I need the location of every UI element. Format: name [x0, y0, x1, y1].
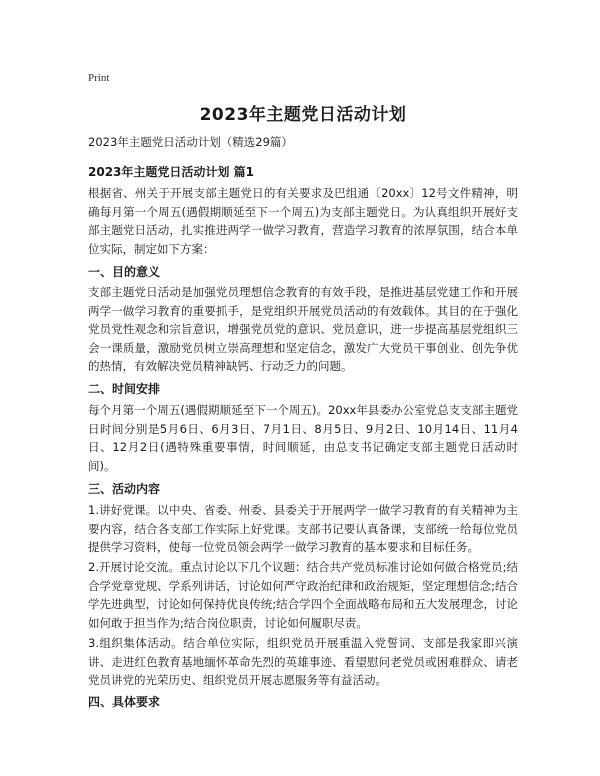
paragraph-activity-lecture: 1.讲好党课。以中央、省委、州委、县委关于开展两学一做学习教育的有关精神为主要内容，结合各支部工作实际上好党课。支部书记要认真备课，支部统一给每位党员提供学习资料，使每一位党员领会两学一做学习教育的基本要求和目标任务。: [88, 503, 518, 554]
document-subtitle: 2023年主题党日活动计划（精选29篇）: [88, 135, 293, 149]
paragraph-purpose: 支部主题党日活动是加强党员理想信念教育的有效手段，是推进基层党建工作和开展两学一做学习教育的重要抓手，是党组织开展党员活动的有效载体。其目的在于强化党员党性观念和宗旨意识，增强党员党的意识、党员意识，进一步提高基层党组织三会一课质量，激励党员树立崇高理想和坚定信念，激发广大党员干事创业、创先争优的热情，有效解决党员精神缺钙、行动乏力的问题。: [88, 285, 518, 373]
document-title: 2023年主题党日活动计划: [199, 105, 407, 125]
paragraph-schedule: 每个月第一个周五(遇假期顺延至下一个周五)。20xx年县委办公室党总支支部主题党日时间分别是5月6日、6月3日、7月1日、8月5日、9月2日、10月14日、11月4日、12月2日(遇特殊重要事情，时间顺延，由总支书记确定支部主题党日活动时间)。: [88, 403, 518, 473]
paragraph-activity-group: 3.组织集体活动。结合单位实际，组织党员开展重温入党誓词、支部是我家即兴演讲、走进红色教育基地缅怀革命先烈的英雄事迹、看望慰问老党员或困难群众、请老党员讲党的光荣历史、组织党员开展志愿服务等有益活动。: [88, 636, 518, 687]
print-label: Print: [88, 72, 110, 84]
section-heading-schedule: 二、时间安排: [88, 382, 161, 396]
part-title: 2023年主题党日活动计划 篇1: [88, 165, 254, 179]
section-heading-purpose: 一、目的意义: [88, 265, 161, 279]
section-heading-requirements: 四、具体要求: [88, 695, 161, 709]
intro-paragraph: 根据省、州关于开展支部主题党日的有关要求及巴组通〔20xx〕12号文件精神，明确每月第一个周五(遇假期顺延至下一个周五)为支部主题党日。为认真组织开展好支部主题党日活动，扎实推进两学一做学习教育，营造学习教育的浓厚氛围，结合本单位实际，制定如下方案：: [88, 186, 518, 256]
section-heading-activities: 三、活动内容: [88, 482, 161, 496]
paragraph-activity-discussion: 2.开展讨论交流。重点讨论以下几个议题：结合共产党员标准讨论如何做合格党员;结合学党章党规、学系列讲话，讨论如何严守政治纪律和政治规矩，坚定理想信念;结合学先进典型，讨论如何保持优良传统;结合学四个全面战略布局和五大发展理念，讨论如何敢于担当作为;结合岗位职责，讨论如何履职尽责。: [88, 560, 518, 630]
